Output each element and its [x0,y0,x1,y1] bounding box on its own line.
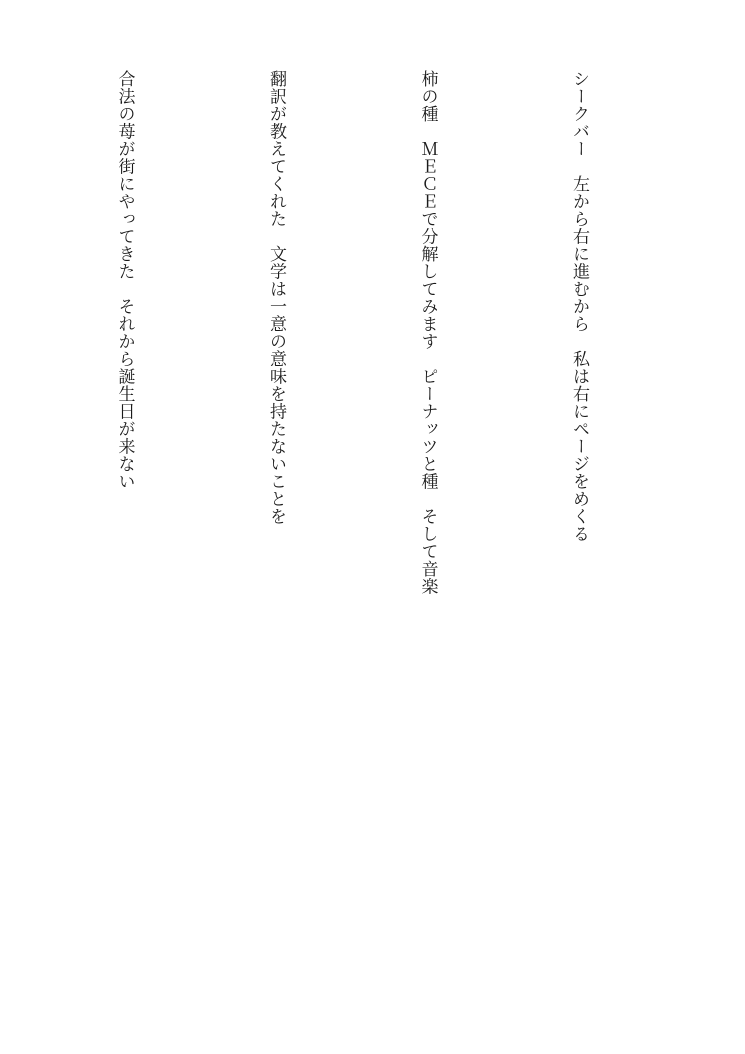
vertical-poem [0,70,705,970]
poem-line-1: シークバー 左から右に進むから 私は右にページをめくる [569,70,589,543]
poem-line-3: 翻訳が教えてくれた 文学は一意の意味を持たないことを [266,70,286,525]
poem-line-2: 柿の種 ＭＥＣＥで分解してみます ピーナッツと種 そして音楽 [417,70,438,595]
poem-line-4: 合法の苺が街にやってきた それから誕生日が来ない [114,70,135,490]
